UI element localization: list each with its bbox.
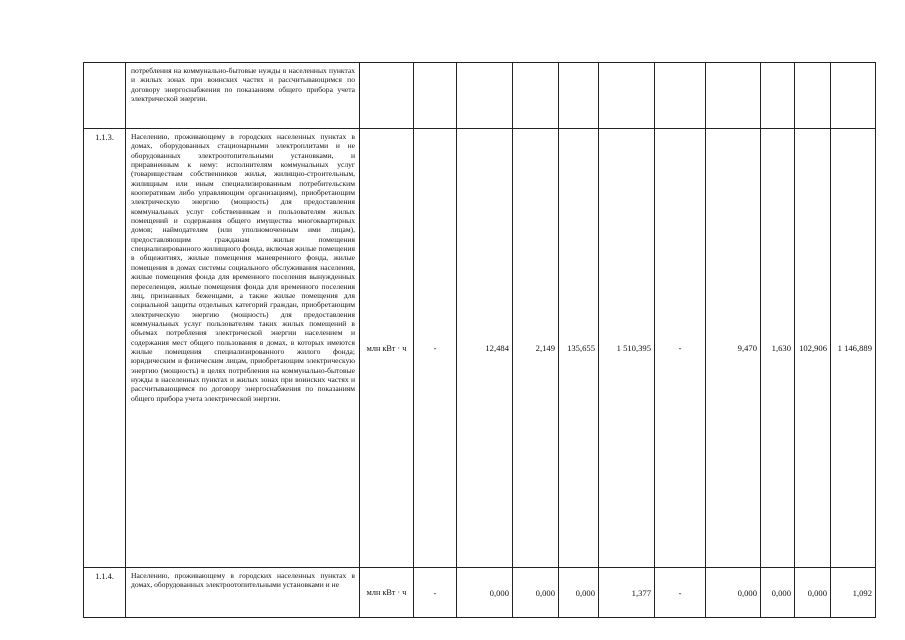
- cell-value: -: [414, 129, 457, 568]
- cell-value: 0,000: [513, 568, 559, 618]
- cell-value: [599, 63, 655, 129]
- tariff-table: [83, 62, 876, 618]
- cell-value: -: [655, 129, 706, 568]
- cell-value: [761, 63, 795, 129]
- table-row: [84, 568, 876, 618]
- cell-value: -: [655, 568, 706, 618]
- cell-value: [795, 63, 831, 129]
- row-description: потребления на коммунально-бытовые нужды в населенных пунктах и жилых зонах при воинских частях и рассчитывающимся по договору энергоснабжения по показаниям общего прибора учета электрической энергии.: [126, 63, 360, 129]
- row-code: 1.1.3.: [84, 129, 126, 568]
- cell-value: 102,906: [795, 129, 831, 568]
- cell-value: [513, 63, 559, 129]
- cell-value: 135,655: [559, 129, 599, 568]
- row-unit: [360, 63, 414, 129]
- row-description: Населению, проживающему в городских населенных пунктах в домах, оборудованных стационарными электроплитами и не оборудованных электроотопительными установками, и приравненным к нему: исполнителям коммунальных услуг (товариществам собственников жилья, жилищно-строительным, жилищным или иным специализированным потребительским кооперативам либо управляющим организациям), приобретающим электрическую энергию (мощность) для предоставления коммунальных услуг собственникам и пользователям жилых помещений и содержания общего имущества многоквартирных домов; наймодателям (или уполномоченным ими лицам), предоставляющим гражданам жилые помещения специализированного жилищного фонда, включая жилые помещения в общежитиях, жилые помещения маневренного фонда, жилые помещения в домах системы социального обслуживания населения, жилые помещения фонда для временного поселения вынужденных переселенцев, жилые помещения фонда для временного поселения лиц, признанных беженцами, а также жилые помещения для социальной защиты отдельных категорий граждан, приобретающим электрическую энергию (мощность) для предоставления коммунальных услуг пользователям таких жилых помещений в объемах потребления электрической энергии населением и содержания мест общего пользования в домах, в которых имеются жилые помещения специализированного жилого фонда; юридическим и физическим лицам, приобретающим электрическую энергию (мощность) в целях потребления на коммунально-бытовые нужды в населенных пунктах и жилых зонах при воинских частях и рассчитывающимся по договору энергоснабжения по показаниям общего прибора учета электрической энергии.: [126, 129, 360, 568]
- cell-value: [831, 63, 876, 129]
- cell-value: [559, 63, 599, 129]
- row-code: [84, 63, 126, 129]
- cell-value: [414, 63, 457, 129]
- table-row: [84, 63, 876, 129]
- cell-value: 1,377: [599, 568, 655, 618]
- cell-value: [655, 63, 706, 129]
- cell-value: 12,484: [457, 129, 513, 568]
- row-unit: млн кВт · ч: [360, 129, 414, 568]
- cell-value: 0,000: [706, 568, 761, 618]
- row-description: Населению, проживающему в городских населенных пунктах в домах, оборудованных электроотопительными установками и не: [126, 568, 360, 618]
- cell-value: 0,000: [795, 568, 831, 618]
- cell-value: 1,092: [831, 568, 876, 618]
- table-row: [84, 129, 876, 568]
- cell-value: 2,149: [513, 129, 559, 568]
- cell-value: [457, 63, 513, 129]
- cell-value: 1 510,395: [599, 129, 655, 568]
- cell-value: 0,000: [559, 568, 599, 618]
- row-code: 1.1.4.: [84, 568, 126, 618]
- cell-value: 0,000: [761, 568, 795, 618]
- cell-value: 1 146,889: [831, 129, 876, 568]
- row-unit: млн кВт · ч: [360, 568, 414, 618]
- cell-value: 1,630: [761, 129, 795, 568]
- cell-value: 9,470: [706, 129, 761, 568]
- cell-value: [706, 63, 761, 129]
- cell-value: -: [414, 568, 457, 618]
- cell-value: 0,000: [457, 568, 513, 618]
